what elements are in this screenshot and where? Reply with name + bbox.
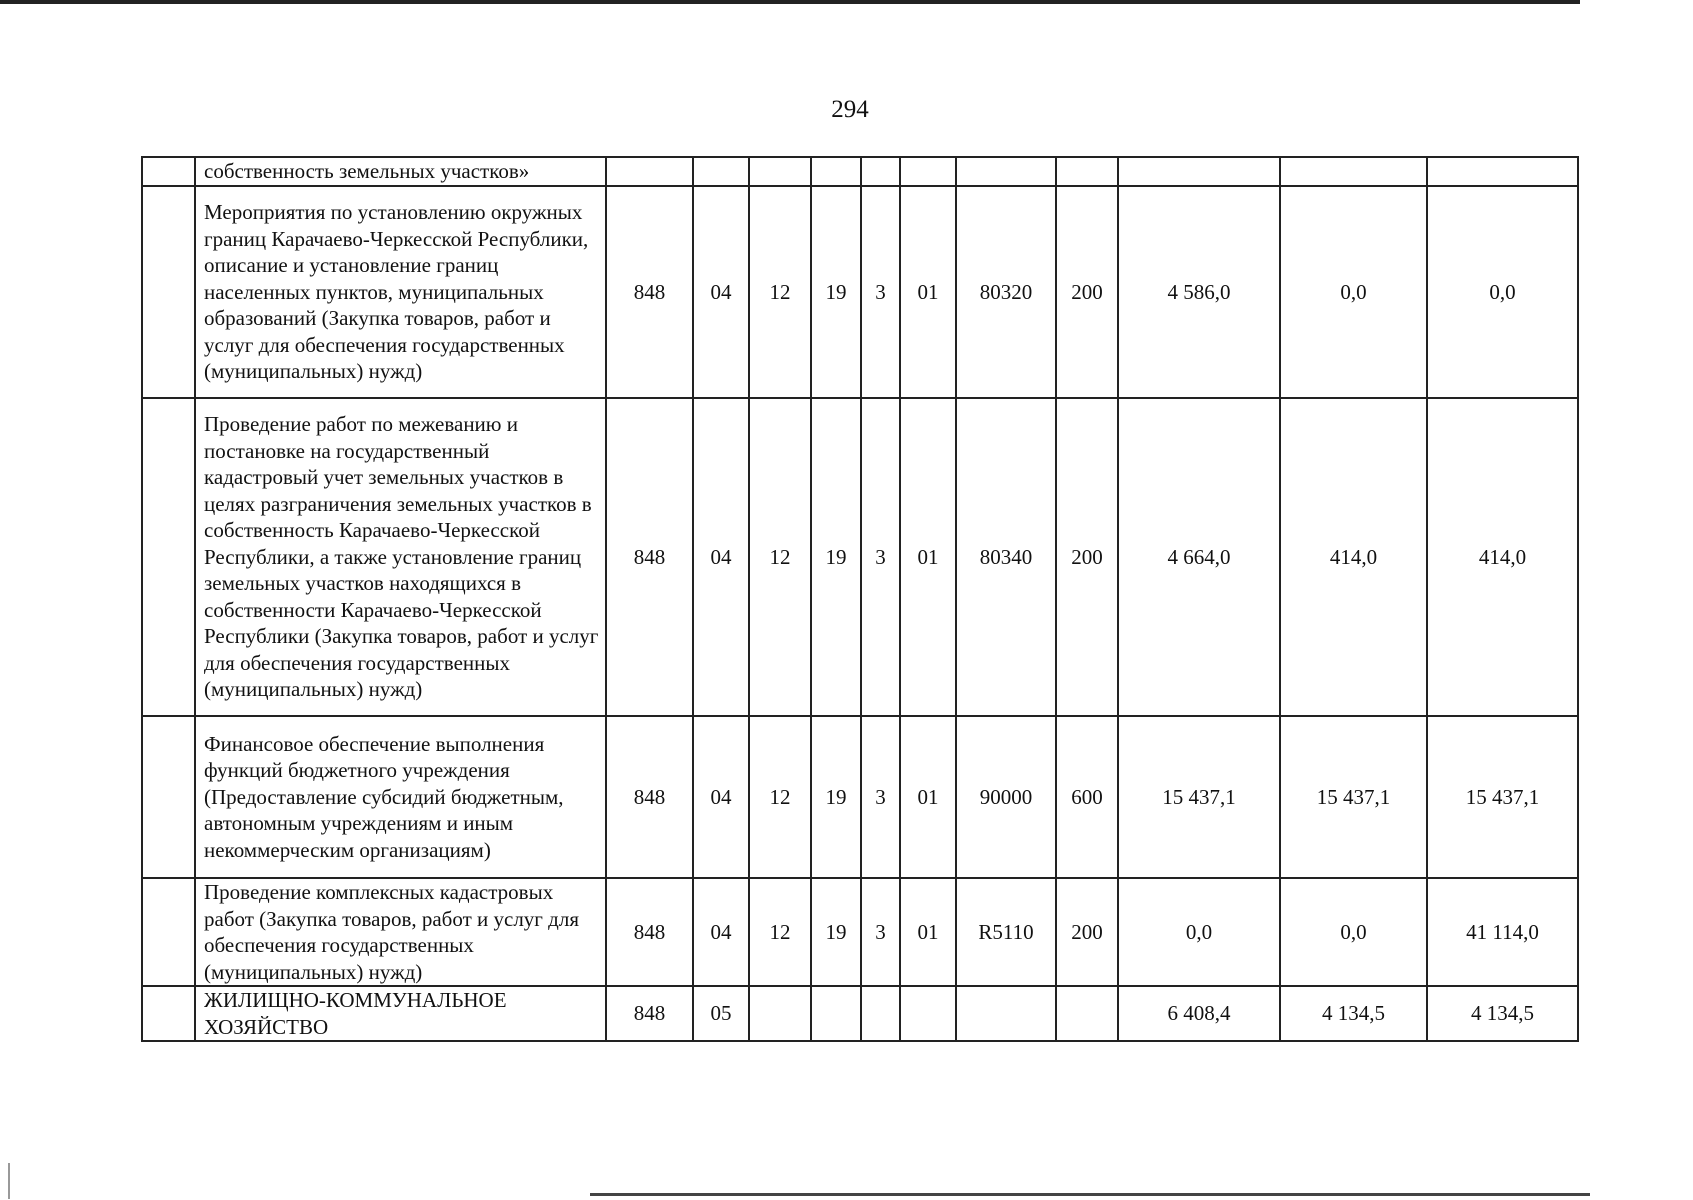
amount-year-2-cell bbox=[1280, 157, 1427, 186]
section-cell: 04 bbox=[693, 186, 749, 398]
ministry-code-cell: 848 bbox=[606, 986, 693, 1041]
section-cell: 04 bbox=[693, 716, 749, 878]
event-cell bbox=[900, 986, 956, 1041]
subprogram-cell: 3 bbox=[861, 716, 900, 878]
amount-year-1-cell: 6 408,4 bbox=[1118, 986, 1280, 1041]
amount-year-3-cell: 15 437,1 bbox=[1427, 716, 1578, 878]
direction-code-cell: 80320 bbox=[956, 186, 1056, 398]
expense-type-cell bbox=[1056, 986, 1118, 1041]
ministry-code-cell bbox=[606, 157, 693, 186]
amount-year-2-cell: 0,0 bbox=[1280, 186, 1427, 398]
section-cell: 04 bbox=[693, 878, 749, 986]
expense-type-cell: 200 bbox=[1056, 186, 1118, 398]
ministry-code-cell: 848 bbox=[606, 398, 693, 716]
item-name-cell: Мероприятия по установлению окружных границ Карачаево-Черкесской Республики, описание и установление границ населенных пунктов, муниципальных образований (Закупка товаров, работ и услуг для обеспечения государственных (муниципальных) нужд) bbox=[195, 186, 606, 398]
direction-code-cell: 80340 bbox=[956, 398, 1056, 716]
amount-year-2-cell: 15 437,1 bbox=[1280, 716, 1427, 878]
amount-year-3-cell bbox=[1427, 157, 1578, 186]
budget-table bbox=[141, 156, 1579, 1042]
amount-year-3-cell: 4 134,5 bbox=[1427, 986, 1578, 1041]
amount-year-3-cell: 41 114,0 bbox=[1427, 878, 1578, 986]
amount-year-2-cell: 0,0 bbox=[1280, 878, 1427, 986]
row-number-cell bbox=[142, 986, 195, 1041]
subprogram-cell: 3 bbox=[861, 878, 900, 986]
amount-year-2-cell: 4 134,5 bbox=[1280, 986, 1427, 1041]
program-cell bbox=[811, 986, 861, 1041]
subsection-cell: 12 bbox=[749, 716, 811, 878]
section-cell bbox=[693, 157, 749, 186]
row-number-cell bbox=[142, 716, 195, 878]
table-row bbox=[142, 986, 1578, 1041]
direction-code-cell bbox=[956, 157, 1056, 186]
direction-code-cell: R5110 bbox=[956, 878, 1056, 986]
amount-year-1-cell: 4 664,0 bbox=[1118, 398, 1280, 716]
ministry-code-cell: 848 bbox=[606, 716, 693, 878]
subprogram-cell: 3 bbox=[861, 186, 900, 398]
row-number-cell bbox=[142, 157, 195, 186]
event-cell: 01 bbox=[900, 398, 956, 716]
table-row bbox=[142, 398, 1578, 716]
program-cell: 19 bbox=[811, 398, 861, 716]
subsection-cell bbox=[749, 157, 811, 186]
event-cell bbox=[900, 157, 956, 186]
subprogram-cell: 3 bbox=[861, 398, 900, 716]
page-number: 294 bbox=[831, 96, 869, 123]
amount-year-1-cell: 15 437,1 bbox=[1118, 716, 1280, 878]
expense-type-cell bbox=[1056, 157, 1118, 186]
program-cell: 19 bbox=[811, 878, 861, 986]
expense-type-cell: 200 bbox=[1056, 398, 1118, 716]
program-cell: 19 bbox=[811, 716, 861, 878]
scan-top-border bbox=[0, 0, 1580, 4]
subsection-cell bbox=[749, 986, 811, 1041]
direction-code-cell: 90000 bbox=[956, 716, 1056, 878]
event-cell: 01 bbox=[900, 878, 956, 986]
scan-bottom-border bbox=[590, 1193, 1590, 1196]
amount-year-1-cell: 4 586,0 bbox=[1118, 186, 1280, 398]
amount-year-1-cell bbox=[1118, 157, 1280, 186]
section-cell: 04 bbox=[693, 398, 749, 716]
table-row bbox=[142, 186, 1578, 398]
event-cell: 01 bbox=[900, 186, 956, 398]
item-name-cell: ЖИЛИЩНО-КОММУНАЛЬНОЕ ХОЗЯЙСТВО bbox=[195, 986, 606, 1041]
row-number-cell bbox=[142, 186, 195, 398]
item-name-cell: собственность земельных участков» bbox=[195, 157, 606, 186]
table-row bbox=[142, 716, 1578, 878]
subsection-cell: 12 bbox=[749, 878, 811, 986]
program-cell bbox=[811, 157, 861, 186]
direction-code-cell bbox=[956, 986, 1056, 1041]
section-cell: 05 bbox=[693, 986, 749, 1041]
amount-year-1-cell: 0,0 bbox=[1118, 878, 1280, 986]
expense-type-cell: 200 bbox=[1056, 878, 1118, 986]
row-number-cell bbox=[142, 878, 195, 986]
ministry-code-cell: 848 bbox=[606, 878, 693, 986]
program-cell: 19 bbox=[811, 186, 861, 398]
expense-type-cell: 600 bbox=[1056, 716, 1118, 878]
scan-edge-mark bbox=[8, 1163, 10, 1199]
item-name-cell: Финансовое обеспечение выполнения функций бюджетного учреждения (Предоставление субсидий бюджетным, автономным учреждениям и иным некоммерческим организациям) bbox=[195, 716, 606, 878]
ministry-code-cell: 848 bbox=[606, 186, 693, 398]
amount-year-3-cell: 414,0 bbox=[1427, 398, 1578, 716]
event-cell: 01 bbox=[900, 716, 956, 878]
table-row bbox=[142, 157, 1578, 186]
row-number-cell bbox=[142, 398, 195, 716]
item-name-cell: Проведение комплексных кадастровых работ (Закупка товаров, работ и услуг для обеспечения государственных (муниципальных) нужд) bbox=[195, 878, 606, 986]
amount-year-2-cell: 414,0 bbox=[1280, 398, 1427, 716]
amount-year-3-cell: 0,0 bbox=[1427, 186, 1578, 398]
subprogram-cell bbox=[861, 157, 900, 186]
subprogram-cell bbox=[861, 986, 900, 1041]
item-name-cell: Проведение работ по межеванию и постановке на государственный кадастровый учет земельных участков в целях разграничения земельных участков в собственность Карачаево-Черкесской Республики, а также установление границ земельных участков находящихся в собственности Карачаево-Черкесской Республики (Закупка товаров, работ и услуг для обеспечения государственных (муниципальных) нужд) bbox=[195, 398, 606, 716]
subsection-cell: 12 bbox=[749, 398, 811, 716]
subsection-cell: 12 bbox=[749, 186, 811, 398]
table-row bbox=[142, 878, 1578, 986]
